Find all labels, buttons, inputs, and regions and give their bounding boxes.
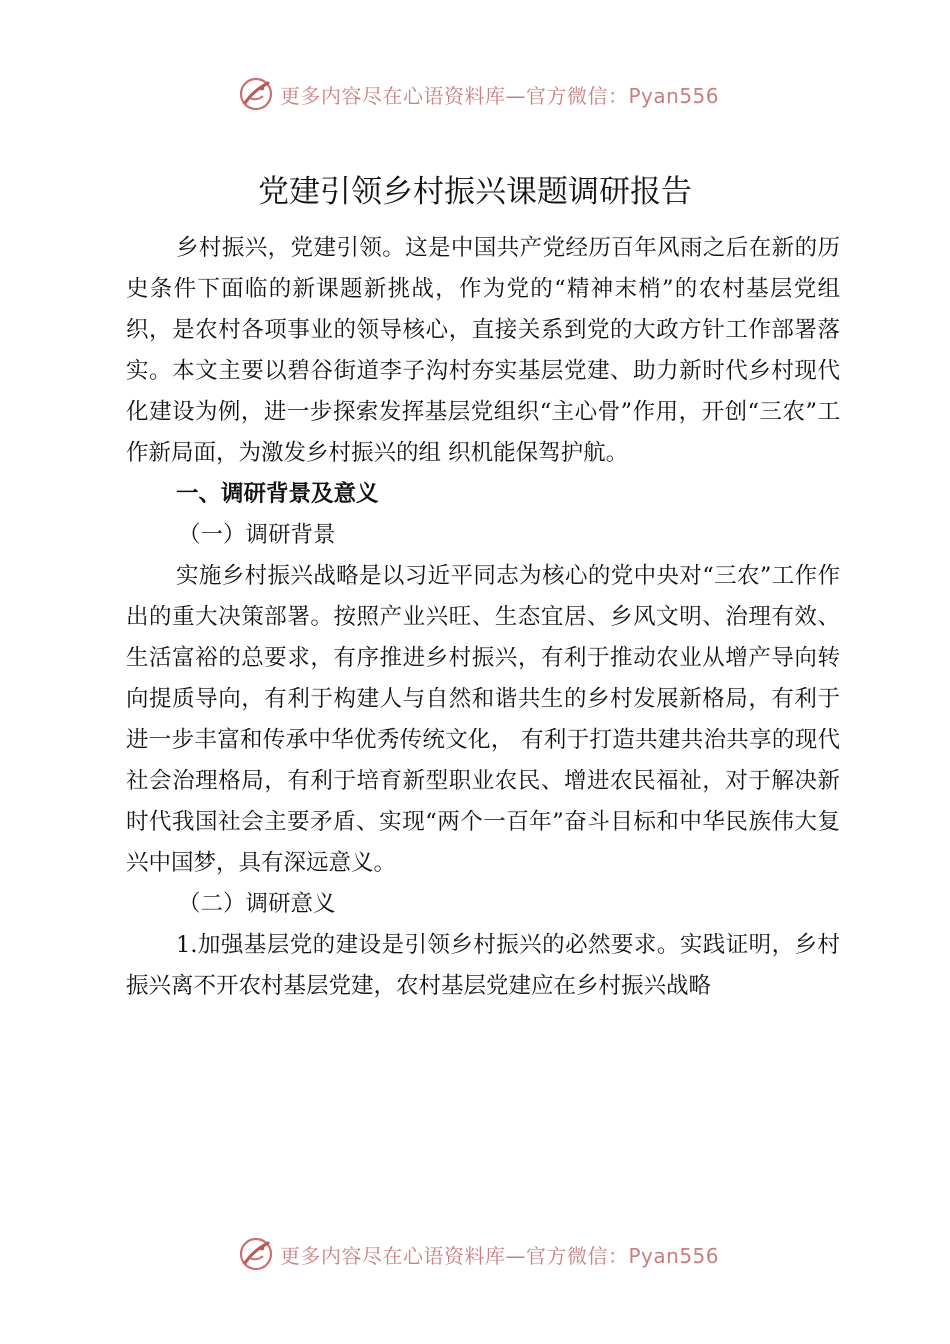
significance-paragraph: 1.加强基层党的建设是引领乡村振兴的必然要求。实践证明，乡村振兴离不开农村基层党建，农村基层党建应在乡村振兴战略 (126, 932, 840, 999)
section-heading-1: 一、调研背景及意义 (176, 481, 379, 507)
brush-logo-icon (238, 76, 274, 112)
brush-logo-icon (238, 1236, 274, 1272)
watermark-footer-text: 更多内容尽在心语资料库—官方微信：Pyan556 (280, 1243, 720, 1268)
document-title: 党建引领乡村振兴课题调研报告 (258, 174, 692, 210)
subsection-heading-background: （一）调研背景 (178, 522, 336, 548)
document-body (126, 228, 840, 1007)
background-paragraph: 实施乡村振兴战略是以习近平同志为核心的党中央对“三农”工作作出的重大决策部署。按照产业兴旺、生态宜居、乡风文明、治理有效、生活富裕的总要求，有序推进乡村振兴，有利于推动农业从增产导向转向提质导向，有利于构建人与自然和谐共生的乡村发展新格局，有利于进一步丰富和传承中华优秀传统文化， 有利于打造共建共治共享的现代社会治理格局，有利于培育新型职业农民、增进农民福祉，对于解决新时代我国社会主要矛盾、实现“两个一百年”奋斗目标和中华民族伟大复兴中国梦，具有深远意义。 (126, 563, 840, 876)
watermark-footer (238, 1234, 719, 1274)
watermark-header (238, 74, 719, 114)
watermark-header-text: 更多内容尽在心语资料库—官方微信：Pyan556 (280, 83, 720, 108)
intro-paragraph: 乡村振兴，党建引领。这是中国共产党经历百年风雨之后在新的历史条件下面临的新课题新挑战，作为党的“精神末梢”的农村基层党组织，是农村各项事业的领导核心，直接关系到党的大政方针工作部署落实。本文主要以碧谷街道李子沟村夯实基层党建、助力新时代乡村现代化建设为例，进一步探索发挥基层党组织“主心骨”作用，开创“三农”工作新局面，为激发乡村振兴的组 织机能保驾护航。 (126, 235, 840, 466)
subsection-heading-significance: （二）调研意义 (178, 891, 336, 917)
